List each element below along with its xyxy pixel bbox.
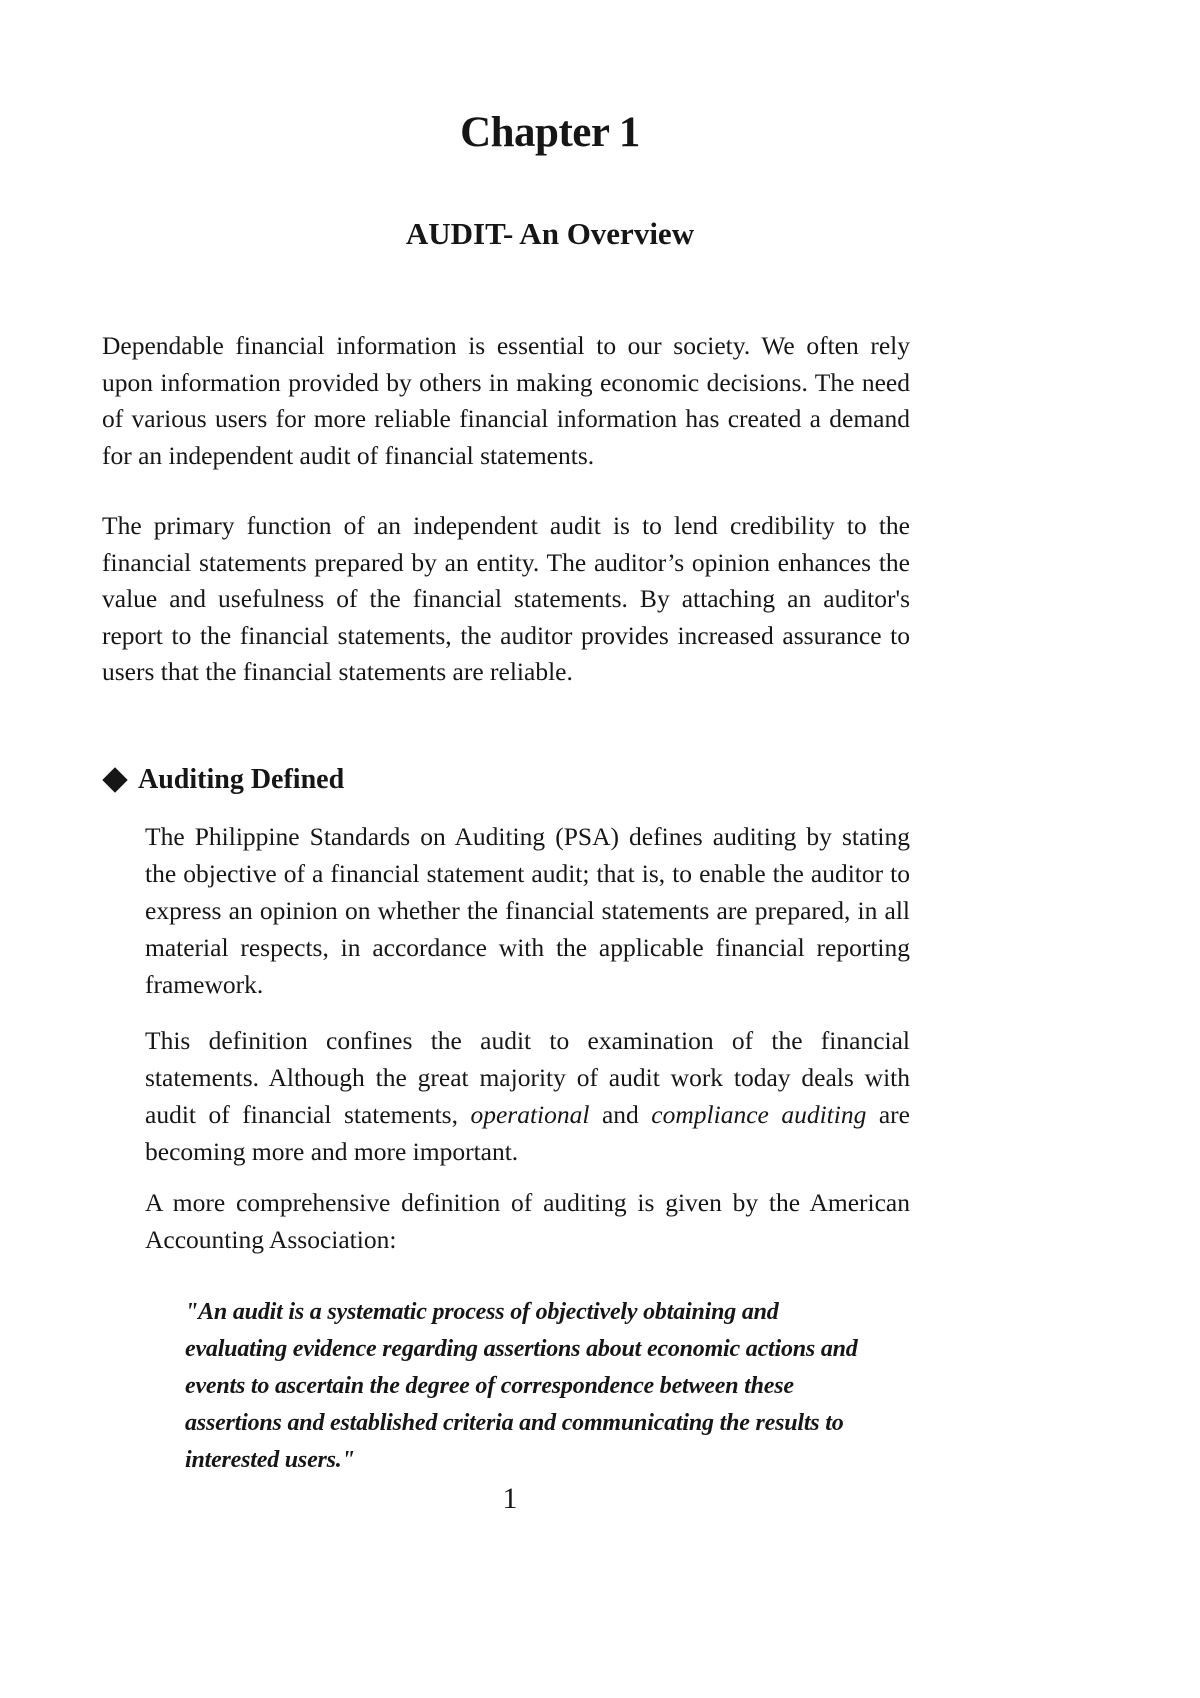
section-paragraph-2 bbox=[145, 1022, 910, 1170]
intro-paragraph-2: The primary function of an independent audit is to lend credibility to the financial statements prepared by an entity. The auditor’s opinion enhances the value and usefulness of the financial statements. By attaching an auditor's report to the financial statements, the auditor provides increased assurance to users that the financial statements are reliable. bbox=[102, 511, 910, 686]
chapter-subtitle: AUDIT- An Overview bbox=[405, 216, 695, 251]
intro-paragraph-1: Dependable financial information is essential to our society. We often rely upon information provided by others in making economic decisions. The need of various users for more reliable financial information has created a demand for an independent audit of financial statements. bbox=[102, 331, 910, 470]
operational-term: operational bbox=[470, 1100, 590, 1129]
section-paragraph-2-mid: and bbox=[589, 1100, 652, 1129]
section-paragraph-2-end: are becoming more and more important. bbox=[145, 1100, 910, 1166]
compliance-auditing-term: compliance auditing bbox=[651, 1100, 867, 1129]
definition-quote: "An audit is a systematic process of objectively obtaining and evaluating evidence regarding assertions about economic actions and events to ascertain the degree of correspondence between these assertions and established criteria and communicating the results to interested users." bbox=[185, 1299, 858, 1473]
diamond-bullet-icon bbox=[102, 767, 127, 792]
section-paragraph-2-start: This definition confines the audit to examination of the financial statements. Although the great majority of audit work today deals with audit of financial statements, bbox=[145, 1026, 910, 1129]
chapter-title: Chapter 1 bbox=[460, 109, 640, 156]
page-number: 1 bbox=[502, 1482, 518, 1515]
section-paragraph-3: A more comprehensive definition of auditing is given by the American Accounting Association: bbox=[145, 1188, 910, 1254]
section-heading bbox=[102, 764, 344, 796]
section-heading-text: Auditing Defined bbox=[138, 764, 345, 795]
section-paragraph-1: The Philippine Standards on Auditing (PSA) defines auditing by stating the objective of a financial statement audit; that is, to enable the auditor to express an opinion on whether the financial statements are prepared, in all material respects, in accordance with the applicable financial reporting framework. bbox=[145, 822, 910, 999]
